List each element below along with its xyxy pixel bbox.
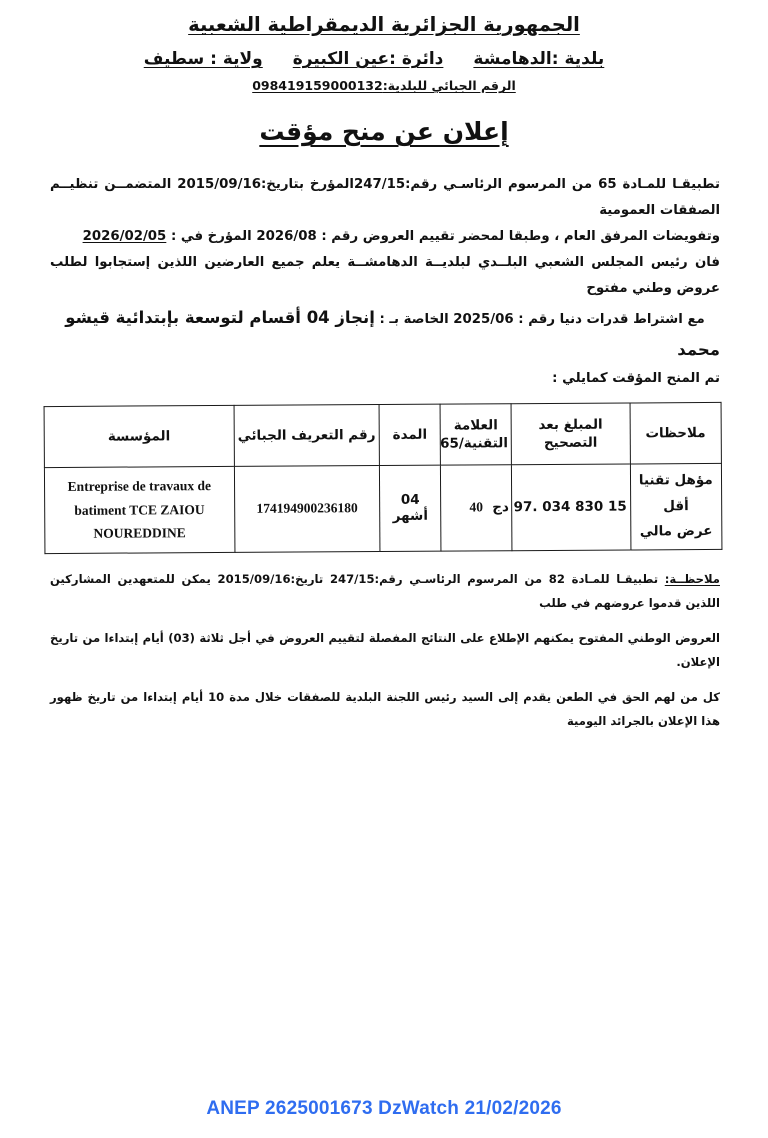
body-line-evaluation-report-text: وتفويضات المرفق العام ، وطبقا لمحضر تقييم العروض رقم : 2026/08 المؤرخ في : xyxy=(166,229,720,245)
legal-note-line2: العروض الوطني المفتوح يمكنهم الإطلاع على النتائج المفصلة لتقييم العروض في أجل ثلاثة (03) أيام إبتداءا من تاريخ الإعلان. xyxy=(50,631,720,669)
body-line-president: فان رئيس المجلس الشعبي البلــدي لبلديــة الدهامشــة يعلم جميع العارضين اللذين إستجابوا لطلب عروض وطني مفتوح xyxy=(50,255,720,296)
table-row xyxy=(44,464,722,554)
column-header-establishment: المؤسسة xyxy=(44,406,234,468)
table-header-row xyxy=(44,403,721,468)
legal-note-line1 xyxy=(50,568,720,616)
cell-technical-mark: 40 xyxy=(440,465,512,551)
legal-note-line1-text: تطبيقـا للمـادة 82 من المرسوم الرئاسـي رقم:247/15 تاريخ:2015/09/16 يمكن للمتعهدين المشاركين اللذين قدموا عروضهم في طلب xyxy=(50,572,720,610)
cell-establishment-line2: batiment TCE ZAIOU xyxy=(74,501,205,518)
daira-label: دائرة :عين الكبيرة xyxy=(292,49,444,70)
administrative-division-line xyxy=(0,49,768,69)
announcement-body xyxy=(0,172,768,392)
cell-establishment-line1: Entreprise de travaux de xyxy=(67,478,212,495)
column-header-duration: المدة xyxy=(379,404,440,465)
legal-note-line3: كل من لهم الحق في الطعن يقدم إلى السيد رئيس اللجنة البلدية للصفقات خلال مدة 10 أيام إبتداءا من تاريخ ظهور هذا الإعلان بالجرائد اليومية xyxy=(50,690,720,729)
column-header-technical-mark-line1: العلامة xyxy=(453,417,498,434)
column-header-notes: ملاحظات xyxy=(630,403,722,465)
fiscal-number-value: 098419159000132 xyxy=(252,78,383,94)
legal-note-label: ملاحظــة: xyxy=(664,572,720,587)
body-line-project xyxy=(50,302,720,366)
body-line-evaluation-report xyxy=(50,224,720,250)
cell-fiscal-id: 174194900236180 xyxy=(234,466,380,553)
republic-heading: الجمهورية الجزائرية الديمقراطية الشعبية xyxy=(188,13,580,36)
wilaya-label: ولاية : سطيف xyxy=(143,49,263,70)
body-line-project-prefix: مع اشتراط قدرات دنيا رقم : 2025/06 الخاصة بـ : xyxy=(374,311,705,327)
cell-establishment xyxy=(44,467,234,554)
anep-footer: ANEP 2625001673 DzWatch 21/02/2026 xyxy=(206,1098,562,1119)
column-header-fiscal-id: رقم التعريف الجبائي xyxy=(234,405,380,467)
cell-duration: 04 أشهر xyxy=(380,465,441,551)
cell-establishment-line3: NOUREDDINE xyxy=(93,525,186,542)
legal-note xyxy=(0,568,768,734)
award-table-container xyxy=(44,402,723,554)
fiscal-number-label: الرقم الجبائي للبلدية: xyxy=(382,78,516,94)
cell-notes-line1: مؤهل تقنيا أقل xyxy=(638,472,713,515)
award-table xyxy=(44,402,723,554)
column-header-technical-mark xyxy=(440,404,511,465)
page-title: إعلان عن منح مؤقت xyxy=(259,117,509,147)
cell-notes xyxy=(630,464,722,550)
body-line-award-intro: تم المنح المؤقت كمايلي : xyxy=(552,371,720,387)
evaluation-report-date: 2026/02/05 xyxy=(82,229,167,245)
column-header-technical-mark-line2: التقنية/65 xyxy=(440,435,508,452)
cell-amount: 15 830 034 .97 دج xyxy=(512,464,631,551)
cell-notes-line2: عرض مالي xyxy=(639,523,713,540)
baladia-label: بلدية :الدهامشة xyxy=(473,49,605,70)
municipality-fiscal-number xyxy=(0,78,768,93)
document-header xyxy=(0,0,768,93)
body-line-decree: تطبيقـا للمـادة 65 من المرسوم الرئاسـي رقم:247/15المؤرخ بتاريخ:2015/09/16 المتضمــن تنظيــم الصفقات العمومية xyxy=(50,177,720,219)
column-header-amount: المبلغ بعد التصحيح xyxy=(511,403,630,465)
project-designation: إنجاز 04 أقسام لتوسعة بإبتدائية قيشو محمد xyxy=(65,307,720,360)
